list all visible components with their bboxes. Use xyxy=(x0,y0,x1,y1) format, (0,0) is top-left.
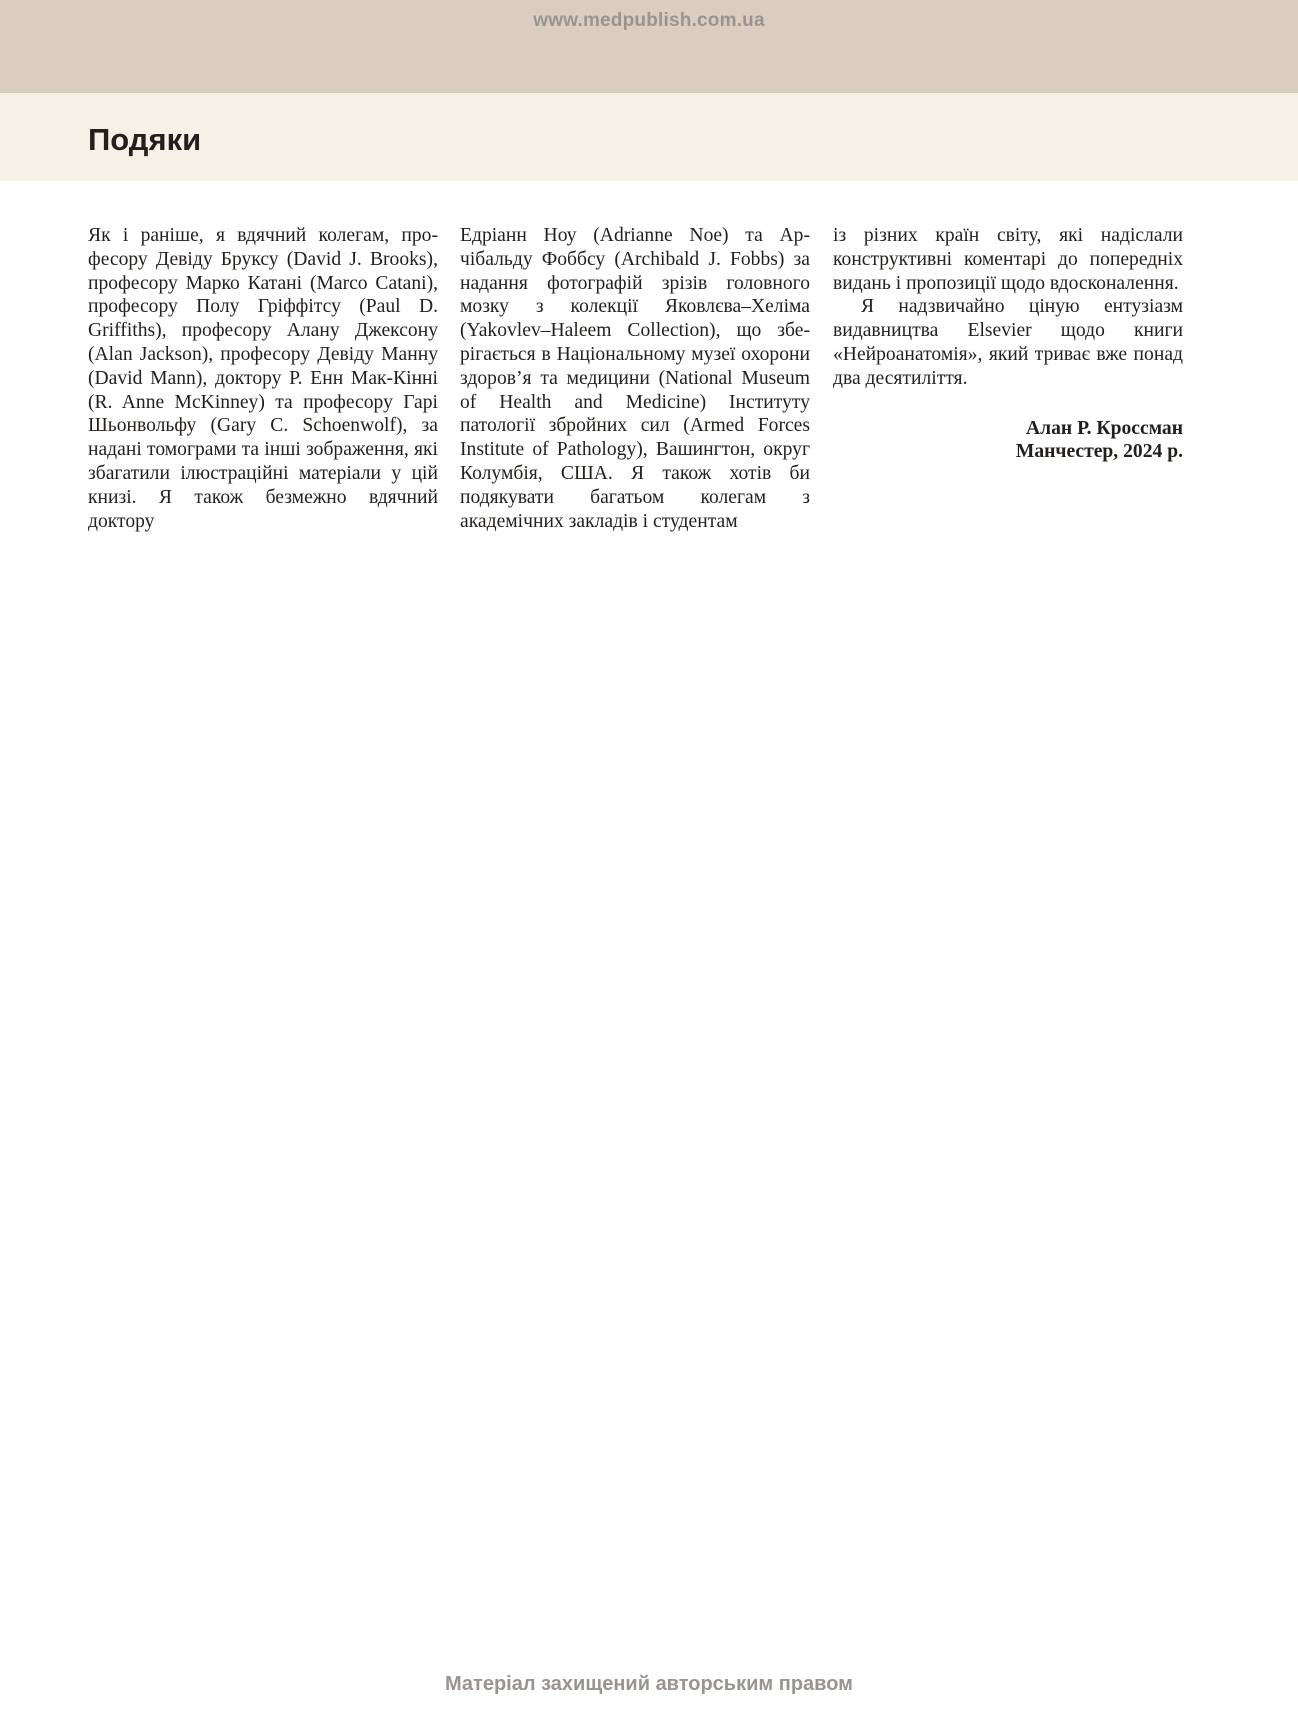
signature-name: Алан Р. Кроссман xyxy=(1025,417,1183,439)
page-title: Подяки xyxy=(88,122,202,157)
text-column-1 xyxy=(88,224,438,533)
signature-block xyxy=(833,417,1183,465)
site-url[interactable]: www.medpublish.com.ua xyxy=(533,10,765,31)
text-column-3 xyxy=(833,224,1183,464)
text-column-2 xyxy=(460,224,810,533)
copyright-notice: Матеріал захищений авторським правом xyxy=(445,1673,853,1695)
signature-place-date: Манчестер, 2024 р. xyxy=(1015,441,1183,463)
paragraph-acknowledgements-2: Едріанн Ноу (Adrianne Noe) та Арчібальду Фоббсу (Archibald J. Fobbs) за надання фотографій зрізів головного мозку з колекції Яковлєва–Хеліма (Yakovlev–Haleem Collection), що зберігається в Національному музеї охорони здоров’я та медицини (National Museum of Health and Medicine) Інституту патології збройних сил (Armed Forces Institute of Pathology), Вашингтон, округ Колумбія, США. Я також хотів би подякувати багатьом колегам з академічних закладів і студентам xyxy=(460,225,810,532)
paragraph-acknowledgements-1: Як і раніше, я вдячний колегам, професору Девіду Бруксу (David J. Brooks), професору Марко Катані (Marco Catani), професору Полу Гріффітсу (Paul D. Griffiths), професору Алану Джексону (Alan Jackson), професору Девіду Манну (David Mann), доктору Р. Енн Мак-Кінні (R. Anne McKinney) та професору Гарі Шьонвольфу (Gary C. Schoenwolf), за надані томограми та інші зображення, які збагатили ілюстраційні матеріали у цій книзі. Я також безмежно вдячний доктору xyxy=(88,225,438,532)
paragraph-acknowledgements-3: із різних країн світу, які надіслали конструктивні коментарі до попередніх видань і пропозиції щодо вдосконалення. xyxy=(833,225,1183,294)
paragraph-acknowledgements-4: Я надзвичайно ціную ентузіазм видавництва Elsevier щодо книги «Нейроанатомія», який триває вже понад два десятиліття. xyxy=(833,296,1183,389)
